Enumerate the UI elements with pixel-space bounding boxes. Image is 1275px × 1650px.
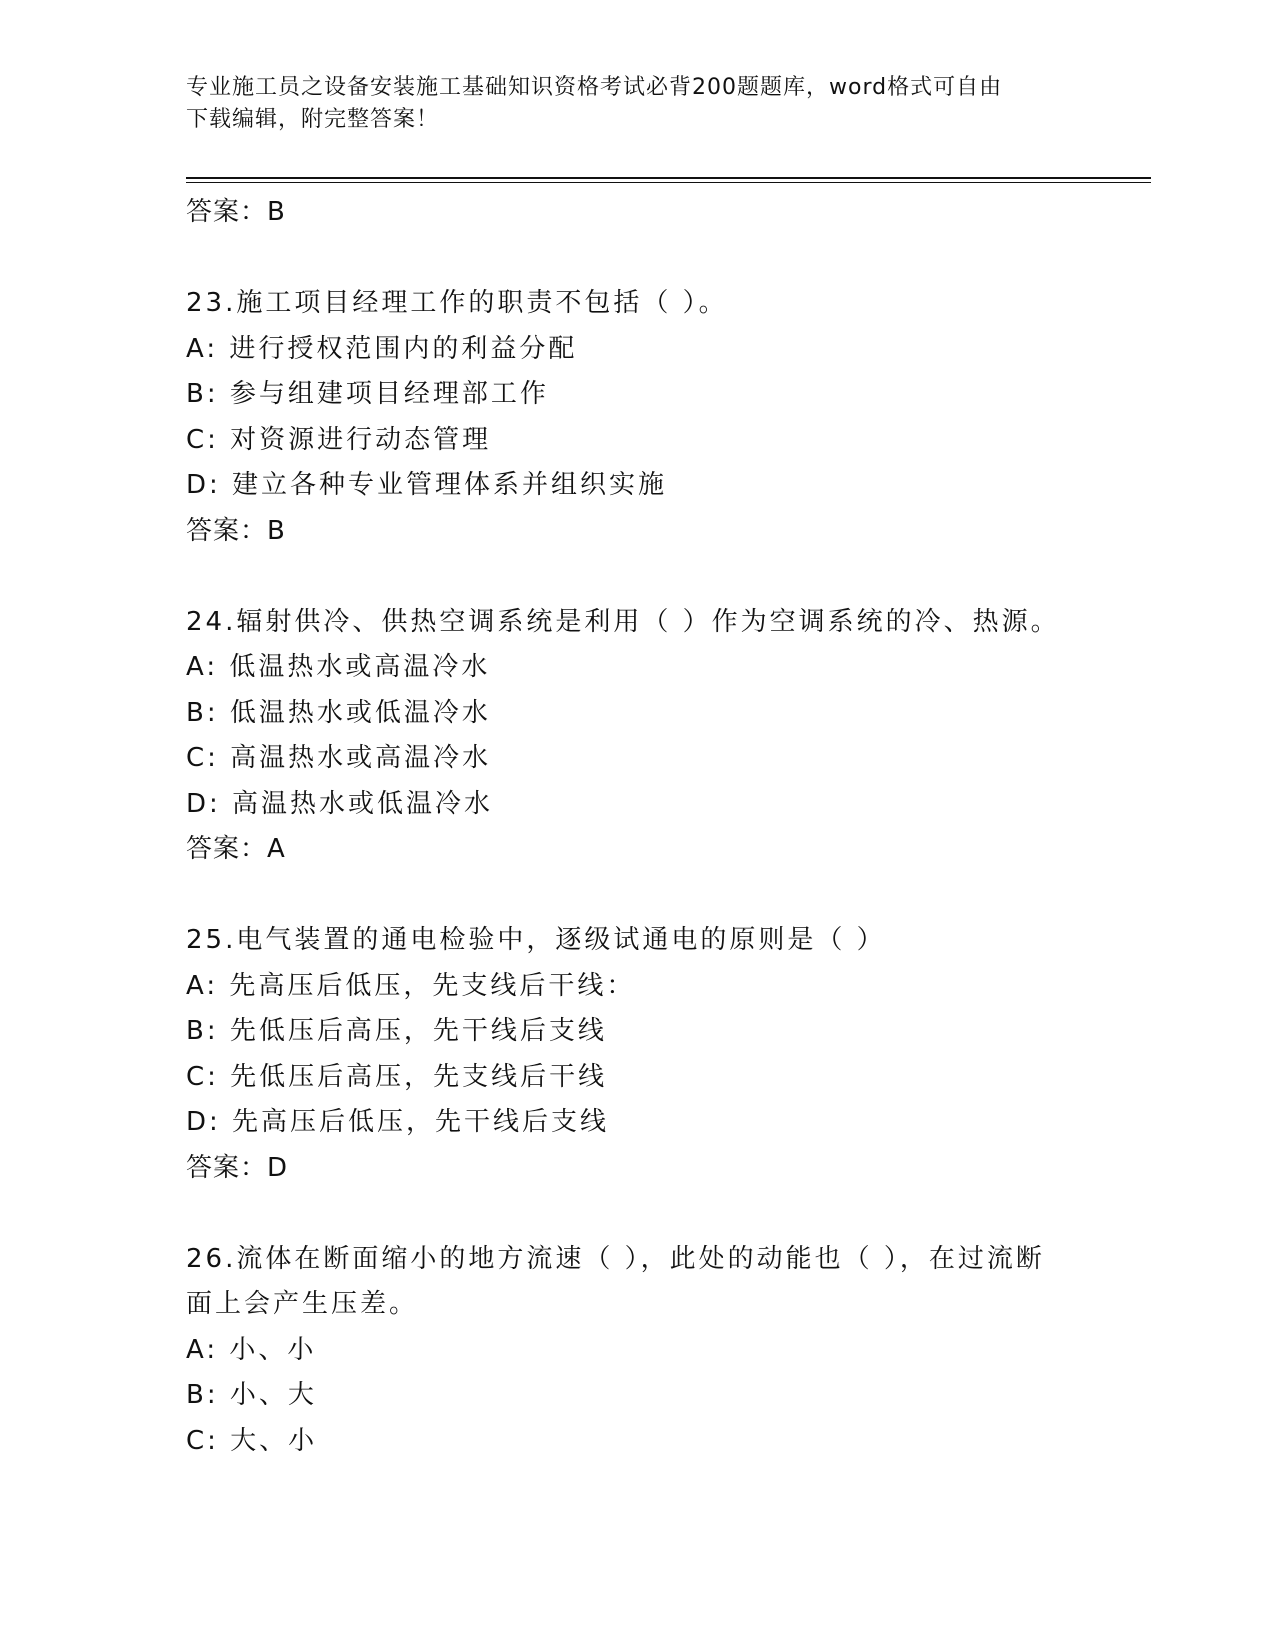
question-list [186,190,1146,1464]
question-stem: 24.辐射供冷、供热空调系统是利用（ ）作为空调系统的冷、热源。 [186,606,1060,637]
option-a: A: 先高压后低压，先支线后干线： [186,970,636,1001]
answer-value: A [267,834,286,864]
option-b: B: 先低压后高压，先干线后支线 [186,1016,607,1046]
answer-label: 答案： [186,515,268,546]
header-line-1: 专业施工员之设备安装施工基础知识资格考试必背200题题库，word格式可自由 [186,75,1003,100]
answer-label: 答案： [186,197,268,227]
answer-label: 答案： [186,834,268,864]
option-a: A: 低温热水或高温冷水 [186,652,491,682]
question-stem-line-1: 26.流体在断面缩小的地方流速（ ），此处的动能也（ ），在过流断 [186,1243,1045,1274]
question-stem: 25.电气装置的通电检验中，逐级试通电的原则是（ ） [186,925,886,955]
option-c: C: 大、小 [186,1425,318,1456]
question-block [186,1237,1146,1465]
answer-label: 答案： [186,1152,268,1183]
option-d: D: 先高压后低压，先干线后支线 [186,1107,610,1137]
option-b: B: 参与组建项目经理部工作 [186,379,549,409]
document-header [186,72,1086,136]
answer-value: B [267,515,286,546]
question-block [186,600,1146,873]
question-block [186,281,1146,554]
answer-line [186,509,1146,555]
option-c: C: 高温热水或高温冷水 [186,743,492,773]
option-b: B: 小、大 [186,1380,317,1410]
option-c: C: 对资源进行动态管理 [186,424,492,455]
answer-line [186,827,1146,873]
option-a: A: 进行授权范围内的利益分配 [186,333,578,364]
header-divider-thin [186,182,1151,183]
question-stem: 23.施工项目经理工作的职责不包括（ ）。 [186,288,728,318]
answer-value: B [267,197,286,227]
option-a: A: 小、小 [186,1334,317,1365]
answer-line [186,190,1146,236]
option-d: D: 建立各种专业管理体系并组织实施 [186,470,668,500]
option-c: C: 先低压后高压，先支线后干线 [186,1061,608,1092]
option-d: D: 高温热水或低温冷水 [186,788,494,819]
option-b: B: 低温热水或低温冷水 [186,697,491,728]
question-block [186,918,1146,1191]
answer-line [186,1146,1146,1192]
answer-value: D [267,1152,289,1183]
header-line-2: 下载编辑，附完整答案！ [186,107,440,132]
question-stem-line-2: 面上会产生压差。 [186,1289,419,1319]
header-divider-thick [186,177,1151,179]
